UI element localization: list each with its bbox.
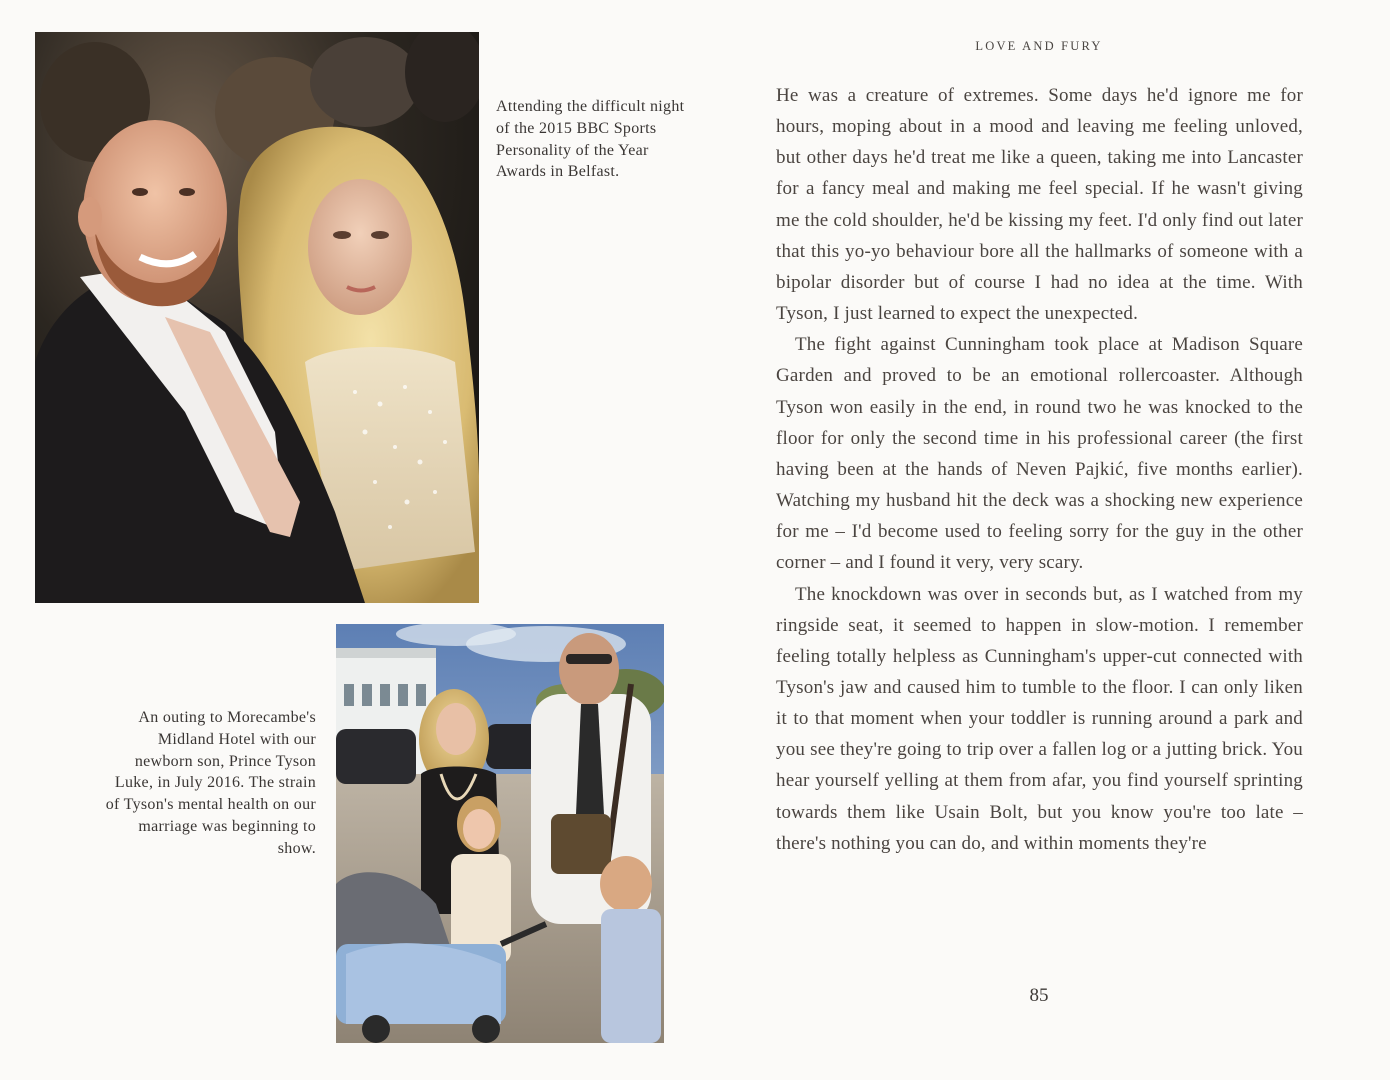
photo-awards-night [35,32,479,603]
photo-awards-night-image [35,32,479,603]
paragraph: The fight against Cunningham took place at Madison Square Garden and proved to be an emotional rollercoaster. Although Tyson won easily in the end, in round two he was knocked to the floor for only the second time in his professional career (the first having been at the hands of Neven Pajkić, five months earlier). Watching my husband hit the deck was a shocking new experience for me – I'd become used to feeling sorry for the guy in the other corner – and I found it very, very scary. [776,334,1303,574]
body-text [776,80,1303,859]
photo-caption: An outing to Morecambe's Midland Hotel with our newborn son, Prince Tyson Luke, in July 2016. The strain of Tyson's mental health on our marriage was beginning to show. [105,709,316,857]
paragraph: The knockdown was over in seconds but, as I watched from my ringside seat, it seemed to happen in slow-motion. I remember feeling totally helpless as Cunningham's upper-cut connected with Tyson's jaw and caused him to tumble to the floor. I can only liken it to that moment when your toddler is running around a park and you see they're going to trip over a fallen log or a jutting brick. You hear yourself yelling at them from afar, you find yourself sprinting towards them like Usain Bolt, but you know you're too late – there's nothing you can do, and within moments they're [776,583,1303,854]
page-number: 85 [1029,985,1049,1006]
photo-morecambe-outing [336,624,664,1043]
running-head: LOVE AND FURY [975,39,1103,53]
paragraph: He was a creature of extremes. Some days he'd ignore me for hours, moping about in a mood and leaving me feeling unloved, but other days he'd treat me like a queen, taking me into Lancaster for a fancy meal and making me feel special. If he wasn't giving me the cold shoulder, he'd be kissing my feet. I'd only find out later that this yo-yo behaviour bore all the hallmarks of someone with a bipolar disorder but of course I had no idea at the time. With Tyson, I just learned to expect the unexpected. [776,85,1303,325]
photo-caption: Attending the difficult night of the 2015 BBC Sports Personality of the Year Awards in Belfast. [496,98,685,181]
photo-morecambe-outing-image [336,624,664,1043]
